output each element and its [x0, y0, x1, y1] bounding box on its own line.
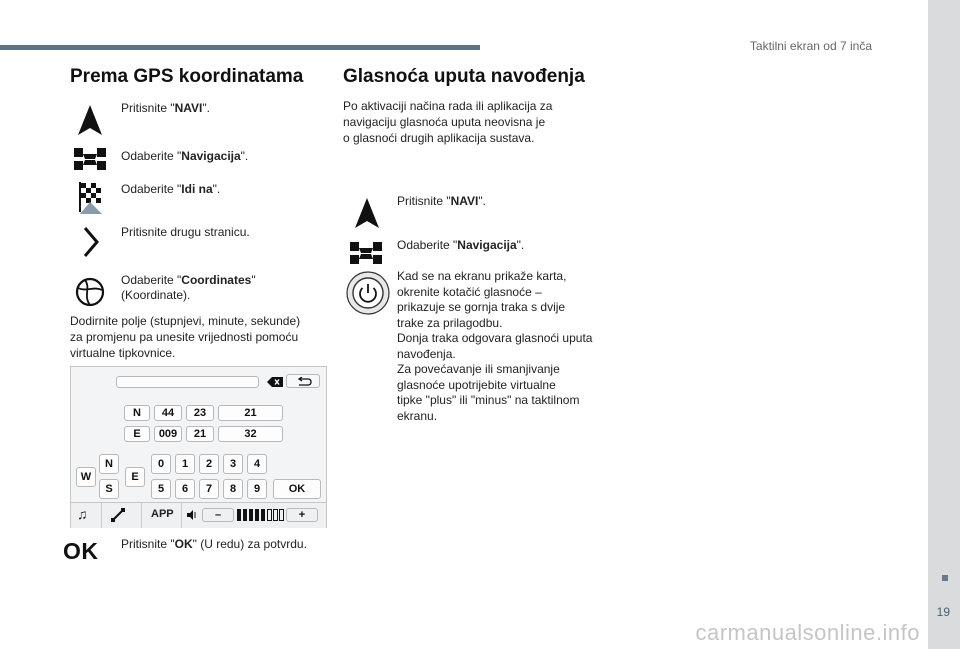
left-heading: Prema GPS koordinatama [70, 66, 304, 87]
coord-lat-degrees[interactable]: 44 [154, 405, 182, 421]
key-north[interactable]: N [99, 454, 119, 474]
speaker-icon[interactable] [187, 510, 197, 520]
bar-separator [141, 503, 142, 528]
navigation-arrow-icon [354, 197, 380, 229]
right-step-2: Odaberite "Navigacija". [397, 238, 525, 252]
watermark: carmanualsonline.info [695, 620, 920, 645]
back-arrow-icon [296, 377, 312, 387]
left-step-3: Odaberite "Idi na". [121, 182, 221, 196]
key-digit-6[interactable]: 6 [175, 479, 195, 499]
left-step-1: Pritisnite "NAVI". [121, 101, 210, 115]
key-east[interactable]: E [125, 467, 145, 487]
globe-icon [74, 276, 106, 308]
coordinate-keyboard-screen [70, 366, 327, 528]
chevron-right-icon [82, 226, 100, 258]
volume-plus-button[interactable]: + [286, 508, 318, 522]
key-digit-1[interactable]: 1 [175, 454, 195, 474]
ok-icon: OK [63, 538, 99, 564]
left-step-5: Odaberite "Coordinates" (Koordinate). [121, 273, 256, 302]
key-digit-3[interactable]: 3 [223, 454, 243, 474]
key-digit-7[interactable]: 7 [199, 479, 219, 499]
coord-lat-seconds[interactable]: 21 [218, 405, 283, 421]
volume-level-bar [237, 509, 283, 521]
coord-lon-minutes[interactable]: 21 [186, 426, 214, 442]
coord-lon-degrees[interactable]: 009 [154, 426, 182, 442]
ok-key[interactable]: OK [273, 479, 321, 499]
bar-separator [181, 503, 182, 528]
key-digit-8[interactable]: 8 [223, 479, 243, 499]
bar-separator [101, 503, 102, 528]
page-header-title: Taktilni ekran od 7 inča [749, 39, 872, 53]
coord-lat-direction[interactable]: N [124, 405, 150, 421]
key-west[interactable]: W [76, 467, 96, 487]
left-instruction: Dodirnite polje (stupnjevi, minute, sekunde) za promjenu pa unesite vrijednosti pomoću virtualne tipkovnice. [70, 314, 301, 360]
navigation-menu-icon [349, 240, 383, 266]
page-number: 19 [936, 605, 950, 619]
music-note-icon[interactable]: ♫ [77, 506, 88, 522]
left-step-2: Odaberite "Navigacija". [121, 149, 249, 163]
coord-lon-seconds[interactable]: 32 [218, 426, 283, 442]
key-digit-9[interactable]: 9 [247, 479, 267, 499]
coord-lat-minutes[interactable]: 23 [186, 405, 214, 421]
left-step-4: Pritisnite drugu stranicu. [121, 225, 250, 239]
navigation-arrow-icon [77, 104, 103, 136]
coord-lon-direction[interactable]: E [124, 426, 150, 442]
key-south[interactable]: S [99, 479, 119, 499]
navigation-menu-icon [73, 146, 107, 172]
page-sidebar [928, 0, 960, 649]
power-knob-icon [345, 270, 391, 316]
app-label[interactable]: APP [151, 508, 174, 520]
phone-icon[interactable] [111, 508, 125, 522]
volume-minus-button[interactable]: – [202, 508, 234, 522]
screen-bottom-bar [71, 502, 326, 528]
back-button[interactable] [286, 374, 320, 388]
header-rule [0, 45, 480, 50]
coordinate-text-field[interactable] [116, 376, 259, 388]
right-step-1: Pritisnite "NAVI". [397, 194, 486, 208]
backspace-icon[interactable] [267, 377, 283, 387]
right-heading: Glasnoća uputa navođenja [343, 66, 585, 87]
key-digit-4[interactable]: 4 [247, 454, 267, 474]
key-digit-0[interactable]: 0 [151, 454, 171, 474]
page-marker [942, 575, 948, 581]
checkered-flag-icon [76, 180, 106, 216]
key-digit-5[interactable]: 5 [151, 479, 171, 499]
key-digit-2[interactable]: 2 [199, 454, 219, 474]
left-confirm-step: Pritisnite "OK" (U redu) za potvrdu. [121, 537, 307, 551]
right-intro: Po aktivaciji načina rada ili aplikacija za navigaciju glasnoća uputa neovisna je o glasnoći drugih aplikacija sustava. [343, 99, 553, 145]
knob-instructions: Kad se na ekranu prikaže karta, okrenite kotačić glasnoće – prikazuje se gornja traka s dvije trake za prilagodbu. Donja traka odgovara glasnoći uputa navođenja. Za povećavanje ili smanjivanje glasnoće upotrijebite virtualne tipke "plus" ili "minus" na taktilnom ekranu. [397, 269, 593, 423]
